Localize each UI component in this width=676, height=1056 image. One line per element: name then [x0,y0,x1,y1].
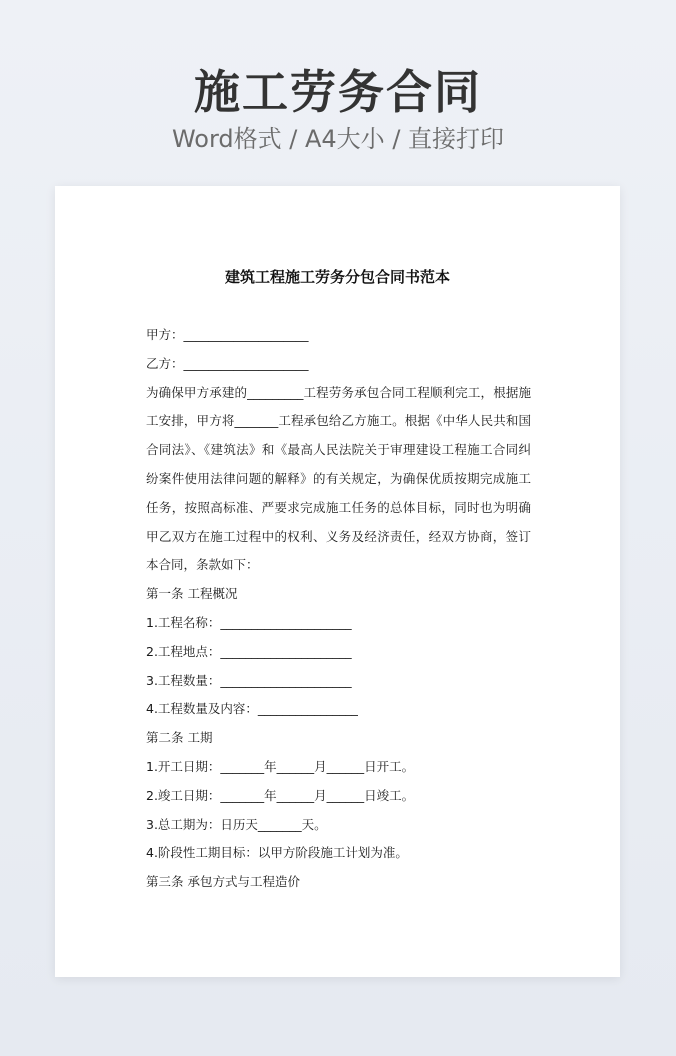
banner-title: 施工劳务合同 [194,65,482,119]
party-b-line: 乙方：____________________ [146,355,309,371]
article-3-heading: 第三条 承包方式与工程造价 [146,874,300,890]
article-2-item: 4.阶段性工期目标：以甲方阶段施工计划为准。 [146,845,408,861]
article-1-item: 3.工程数量：_____________________ [146,672,352,688]
banner-subtitle: Word格式 / A4大小 / 直接打印 [171,125,505,153]
article-2-item: 1.开工日期：_______年______月______日开工。 [146,758,415,774]
article-1-item: 2.工程地点：_____________________ [146,643,352,659]
article-1-item: 4.工程数量及内容：________________ [146,701,358,717]
banner [0,62,676,156]
intro-paragraph: 为确保甲方承建的_________工程劳务承包合同工程顺利完工，根据施工安排，甲方将_______工程承包给乙方施工。根据《中华人民共和国合同法》、《建筑法》和《最高人民法院关于审理建设工程施工合同纠纷案件使用法律问题的解释》的有关规定，为确保优质按期完成施工任务，按照高标准、严要求完成施工任务的总体目标，同时也为明确甲乙双方在施工过程中的权利、义务及经济责任，经双方协商，签订本合同，条款如下： [146,384,531,573]
party-a-line: 甲方：____________________ [146,327,309,342]
document-body [146,321,531,897]
document-page [55,186,620,977]
document-title: 建筑工程施工劳务分包合同书范本 [224,268,450,286]
article-1-heading: 第一条 工程概况 [146,586,238,602]
article-2-heading: 第二条 工期 [146,730,213,746]
article-1-item: 1.工程名称：_____________________ [146,614,352,630]
article-2-item: 2.竣工日期：_______年______月______日竣工。 [146,787,415,803]
article-2-item: 3.总工期为：日历天_______天。 [146,816,327,832]
